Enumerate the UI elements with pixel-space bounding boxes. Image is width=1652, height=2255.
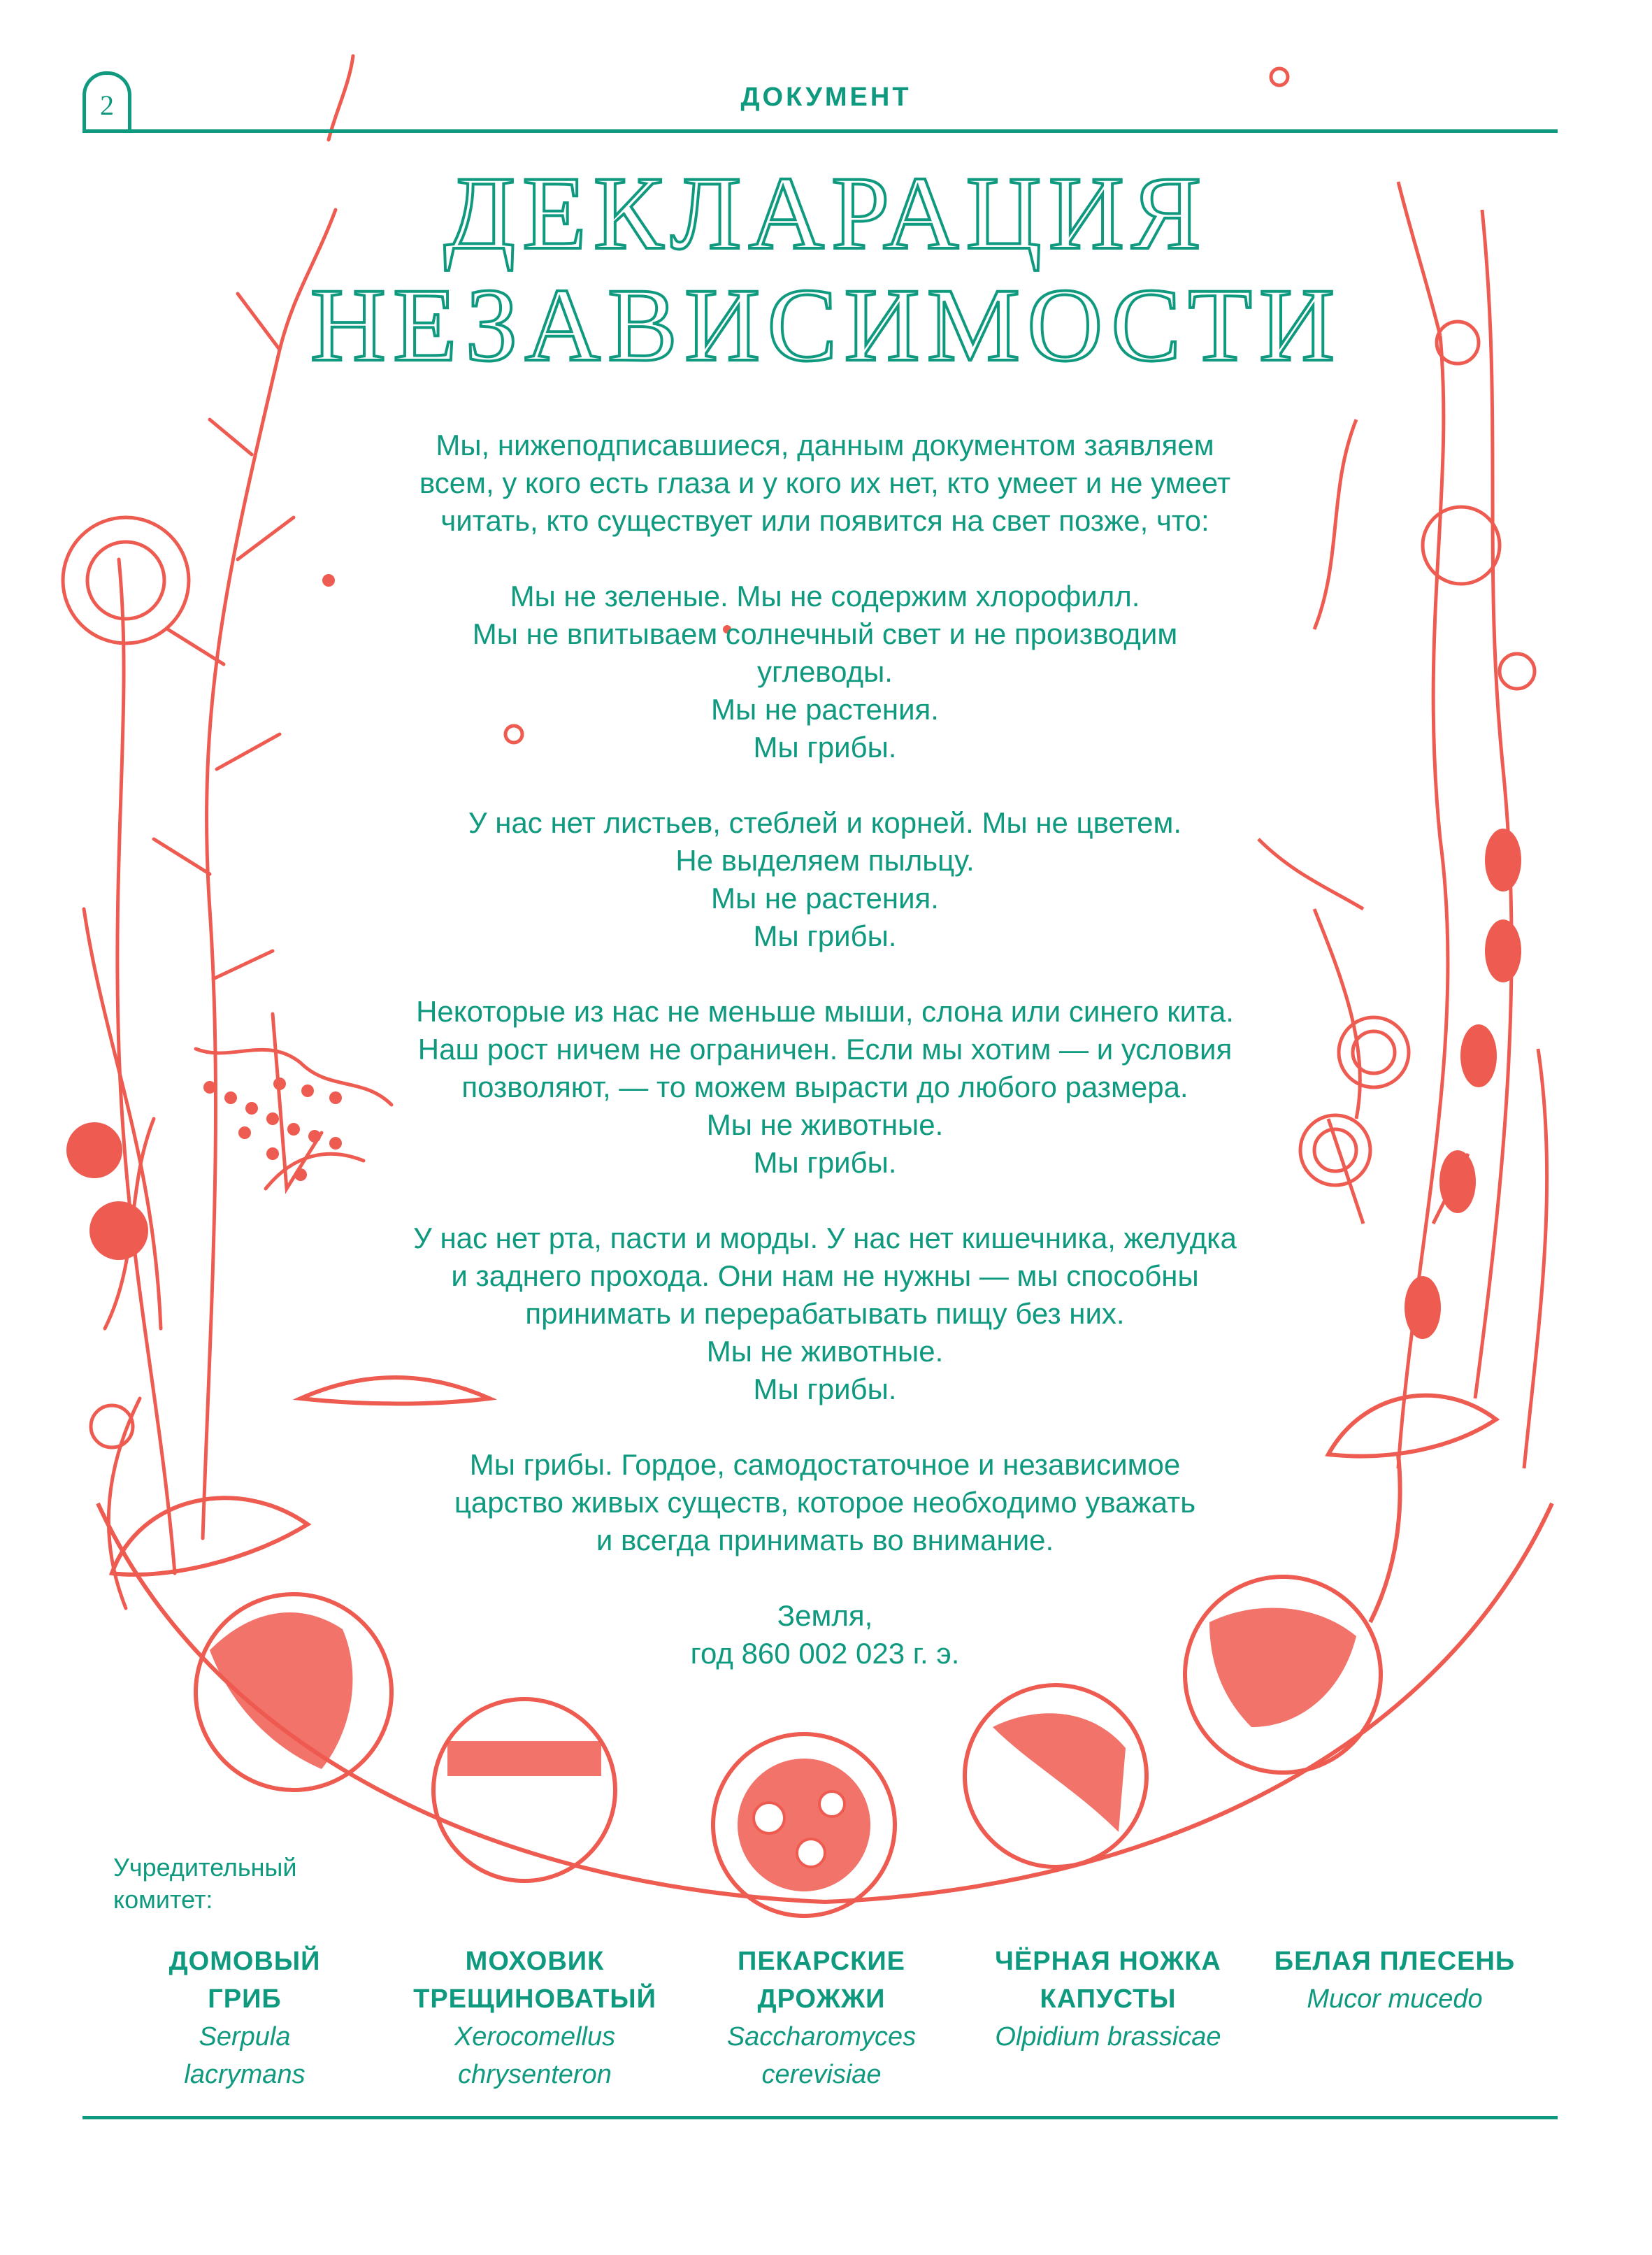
- signature-place-date: [315, 1597, 1335, 1673]
- committee-label: [113, 1852, 323, 1916]
- member-common-name: БЕЛАЯ ПЛЕСЕНЬ: [1274, 1947, 1516, 1976]
- member-common-name: ДОМОВЫЙ ГРИБ: [168, 1947, 321, 2014]
- text-line: Мы грибы.: [753, 1146, 897, 1179]
- committee-member-serpula: [98, 1942, 392, 2093]
- header-divider: [82, 129, 1558, 133]
- member-latin-name: Serpula lacrymans: [184, 2022, 306, 2089]
- committee-member-saccharomyces: [675, 1942, 968, 2093]
- paragraph: [315, 1446, 1335, 1559]
- paragraph: [315, 993, 1335, 1182]
- member-latin-name: Xerocomellus chrysenteron: [454, 2022, 616, 2089]
- title-line-2: НЕЗАВИСИМОСТИ: [310, 267, 1342, 383]
- committee-member-mucor: [1248, 1942, 1542, 2018]
- text-line: Мы грибы.: [753, 1373, 897, 1405]
- text-line: Мы не растения.: [711, 693, 939, 726]
- title-line-1: ДЕКЛАРАЦИЯ: [443, 155, 1209, 271]
- text-line: позволяют, — то можем вырасти до любого размера.: [461, 1071, 1188, 1103]
- text-line: и всегда принимать во внимание.: [596, 1524, 1054, 1556]
- paragraph: [315, 804, 1335, 955]
- committee-label-line-2: комитет:: [113, 1885, 213, 1914]
- text-line: Не выделяем пыльцу.: [675, 844, 975, 877]
- text-line: Некоторые из нас не меньше мыши, слона или синего кита.: [416, 995, 1234, 1028]
- page-title: [0, 157, 1652, 381]
- declaration-text: [315, 427, 1335, 1710]
- text-line: Наш рост ничем не ограничен. Если мы хотим — и условия: [417, 1033, 1233, 1066]
- text-line: Мы грибы.: [753, 731, 897, 764]
- text-line: Мы грибы. Гордое, самодостаточное и независимое: [469, 1448, 1181, 1481]
- member-common-name: ЧЁРНАЯ НОЖКА КАПУСТЫ: [995, 1947, 1221, 2014]
- committee-member-olpidium: [961, 1942, 1255, 2056]
- paragraph: [315, 578, 1335, 766]
- text-line: Мы, нижеподписавшиеся, данным документом заявляем: [436, 429, 1214, 461]
- page-number: 2: [82, 71, 131, 129]
- member-common-name: МОХОВИК ТРЕЩИНОВАТЫЙ: [413, 1947, 656, 2014]
- text-line: всем, у кого есть глаза и у кого их нет, кто умеет и не умеет: [419, 466, 1231, 499]
- text-line: Мы грибы.: [753, 919, 897, 952]
- text-line: Мы не зеленые. Мы не содержим хлорофилл.: [510, 580, 1140, 613]
- member-latin-name: Olpidium brassicae: [995, 2022, 1221, 2052]
- member-latin-name: Saccharomyces cerevisiae: [726, 2022, 917, 2089]
- text-line: Мы не впитываем солнечный свет и не производим: [472, 617, 1178, 650]
- text-line: и заднего прохода. Они нам не нужны — мы способны: [451, 1259, 1199, 1292]
- text-line: читать, кто существует или появится на свет позже, что:: [440, 504, 1209, 537]
- paragraph: [315, 427, 1335, 540]
- text-line: принимать и перерабатывать пищу без них.: [525, 1297, 1125, 1330]
- text-line: углеводы.: [757, 655, 893, 688]
- member-common-name: ПЕКАРСКИЕ ДРОЖЖИ: [738, 1947, 905, 2014]
- text-line: Мы не животные.: [706, 1335, 944, 1368]
- text-line: Земля,: [777, 1599, 873, 1632]
- footer-divider: [82, 2116, 1558, 2119]
- member-latin-name: Mucor mucedo: [1307, 1984, 1483, 2014]
- text-line: год 860 002 023 г. э.: [690, 1637, 960, 1670]
- text-line: царство живых существ, которое необходимо уважать: [454, 1486, 1196, 1519]
- section-label: ДОКУМЕНТ: [740, 83, 912, 112]
- paragraph: [315, 1219, 1335, 1408]
- text-line: Мы не животные.: [706, 1108, 944, 1141]
- text-line: У нас нет рта, пасти и морды. У нас нет кишечника, желудка: [413, 1222, 1237, 1254]
- committee-label-line-1: Учредительный: [113, 1853, 297, 1882]
- committee-member-xerocomellus: [388, 1942, 682, 2093]
- text-line: У нас нет листьев, стеблей и корней. Мы не цветем.: [468, 806, 1182, 839]
- text-line: Мы не растения.: [711, 882, 939, 915]
